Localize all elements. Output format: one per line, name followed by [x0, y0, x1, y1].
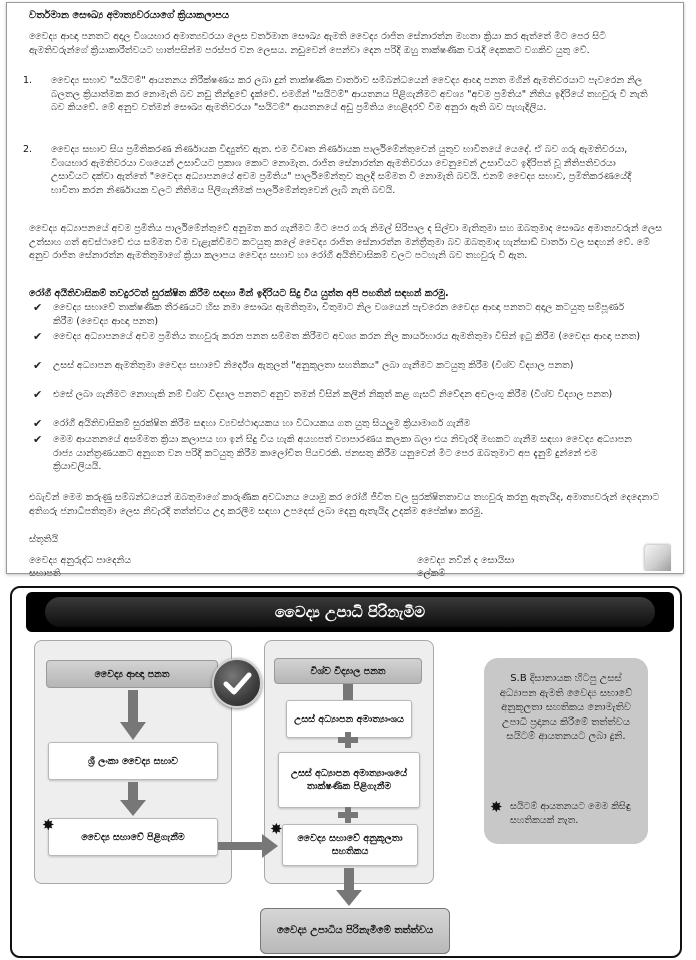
signatory-role: සභාපති [29, 567, 61, 579]
thanks-text: ස්තූතියි [29, 534, 59, 545]
signature-right [417, 555, 514, 581]
info-text: S.B දිසානායක හිටපු උසස් අධ්‍යාපන ඇමති වෛද්‍ය සභාවේ අනුකූලතා සහතිකය නොමැතිව උපාධි ප්‍රදානය කිරීමේ තත්ත්වය සයිටම් ආයතනයට ලබා දුනි. [499, 673, 633, 742]
checkmark-icon: ✔ [33, 301, 43, 314]
signature-left [29, 555, 131, 581]
ministry-technical-recognition-box: උසස් අධ්‍යාපන අමාත්‍යාංශයේ තාක්ෂණික පිළිගැනීම [278, 752, 420, 808]
section-heading: රෝගී අයිතිවාසිකම් තවදුරටත් සුරක්ෂිත කිරීම සඳහා මින් ඉදිරියට සිදු විය යුත්ත අපි පහතින් සඳහන් කරමු. [29, 288, 449, 299]
signatory-role: ලේකම් [417, 567, 446, 579]
paragraph-2: වෛද්‍ය අධ්‍යාපනයේ අවම ප්‍රමිතිය පාර්ලිමේන්තුවේ අනුමත කර ගැනීමට මීට පෙර ගරු නිමල් සිරිපාල ද සිල්වා මැතිතුමා සහ ඔබතුමාද සෞඛ්‍ය අමාත්‍යවරුන් ලෙස උත්සාහ ගත් අවස්ථාවේ එය සම්මත වීම වැළැක්වීමට කටයුතු කලේ වෛද්‍ය රාජිත සේනාරත්න මන්ත්‍රීතුමා බව ඔබතුමාද හැන්සාඩ් වාර්තා වල සඳහන් වේ. මේ අනුව රාජිත සේනාරත්න ඇමතිතුමාගේ ක්‍රියා කලාපය වෛද්‍ය සභාව හා රෝගී අයිතිවාසිකම් වලට පටහැනි බව තහවුරු වී ඇත. [29, 223, 663, 262]
check-text: වෛද්‍ය අධ්‍යාපනයේ අවම ප්‍රමිතිය තහවුරු කරන පනත සම්මත කිරීමට අවශ්‍ය කරන නිල කාර්යභාරය ඇමතිතුමා විසින් ඉටු කිරීම (වෛද්‍ය ආඥා පනත) [53, 331, 641, 342]
medical-ordinance-header: වෛද්‍ය ආඥා පනත [46, 660, 218, 688]
item-number: 2. [23, 144, 33, 155]
slmc-box: ශ්‍රී ලංකා වෛද්‍ය සභාව [48, 742, 218, 780]
check-item [33, 417, 647, 431]
check-item [33, 359, 647, 373]
check-item [33, 433, 647, 474]
item-text: වෛද්‍ය සභාව සිය ප්‍රමිතිකරණ නිර්ණායක විද්‍යුත්ව ඇත. එම විවෘත නිර්ණායක පාර්ලිමේන්තුවෙන් යුතුව භාවිතයේ යෙදේ. ඒ බව ගරු ඇමතිවරයා, විශයභාර ඇමතිවරයා වශයෙන් උසාවියට ප්‍රකාශ කොට නොමැත. රාජිත සේනාරත්න ඇමතිවරයා වෙනුවෙන් උසාවියට ඉදිරිපත් වූ නීතිපතිවරයා උසාවියට දක්වා ඇත්තේ "වෛද්‍ය අධ්‍යාපනයේ අවම ප්‍රමිතිය" පාර්ලිමේන්තුව තුලදි සම්මත වී නොමැති බවයි. එනම් වෛද්‍ය සභාව, ප්‍රමිතිකරණයේදී භාවිතා කරන නිර්ණායක වලට නීතිමය පිලිගැනීමක් පාර්ලිමේන්තුවෙන් ලැබී නැති බවයි. [51, 144, 632, 196]
check-text: වෛද්‍ය සභාවේ තාක්ෂණික තීරණයට හිස නමා සෞඛ්‍ය ඇමතිතුමා, චිතුමාට නිල වශයෙන් පැවරෙන වෛද්‍ය ආඥා පනතට අදාල කටයුතු සම්පූර්ණ කිරීම (වෛද්‍ය ආඥා පනත) [53, 302, 625, 327]
degree-flowchart-panel [10, 586, 682, 958]
closing-paragraph: එබැවින් මෙම කරුණු සම්බන්ධයෙන් ඔබතුමාගේ කාරුණික අවධානය යොමු කර රෝගී ජීවිත වල සුරක්ෂිතතාවය තහවුරු කරනු ඇතැයිද, අමාත්‍යවරුන් දෙදෙනාට අතිගරු ජනාධිපතිතුමා ලෙස නිවැරදි තත්ත්වය උදා කරලීම සඳහා උපදෙස් ලබා දෙනු ඇතැයිද උදක්ම අපේක්ෂා කරමු. [29, 492, 660, 517]
arrow-down-left-2 [120, 782, 146, 816]
slmc-recognition-box: වෛද්‍ය සභාවේ පිළිගැනීම [48, 818, 218, 856]
check-item [33, 330, 647, 344]
slmc-compliance-certificate-box: වෛද්‍ය සභාවේ අනුකූලතා සහතිකය [282, 824, 418, 866]
connector-right-1 [343, 684, 353, 700]
arrow-to-final [336, 868, 362, 906]
item-text: වෛද්‍ය සභාව "සයිටම්" ආයතනය නිරීක්ෂණය කර ලබා දුන් තාක්ෂණික වාර්තාව සම්බන්ධයෙන් වෛද්‍ය ආඥා පනත මගින් ඇමතිවරයාට පැවරෙන නිල බලතල ක්‍රියාත්මක කර නොමැති බව නඩු තීන්දුවේ දැක්වේ. එමගින් "සයිටම්" ආයතනය පිළිගැනීමට අවශ්‍ය "අවම ප්‍රමිතිය" නීතිය ඉදිරියේ තහවුරු වී නැති බව කියවේ. මේ අනුව වත්මන් සෞඛ්‍ය ඇමතිවරයා "සයිටම්" ආයතනයේ අඩු ප්‍රමිතිය හෙළිදරව් වීම අනුරා ඇති බව පැහැදිලිය. [51, 75, 648, 114]
check-text: එසේ ලබා ගැනීමට නොහැකි නම් විශ්ව විද්‍යාල පනතට අනුව තමන් විසින් කලින් නිකුත් කළ ගැසට් නිවේදන අවලංගු කිරීම (විශ්ව විද්‍යාල පනත) [53, 389, 613, 400]
letter-document [6, 2, 684, 579]
checkmark-icon: ✔ [33, 359, 43, 372]
intro-paragraph: වෛද්‍ය ආඥා පනතට අදාල විශයභාර අමාත්‍යවරයා ලෙස වර්තමාන සෞඛ්‍ය ඇමති වෛද්‍ය රාජිත සේනාරත්න මහතා ක්‍රියා කර ඇත්තේ මීට පෙර සිටි ඇමතිවරුන්ගේ ක්‍රියාකාරීත්වයට හාත්පසින්ම පරස්පර වන ලෙසය. නඩුවෙන් පෙන්වා දෙන පරිදි ඔහු තාක්ෂණික වරැදි දෙකකට වගකිව යුතු වේ. [29, 31, 606, 56]
checkmark-icon: ✔ [33, 388, 43, 401]
degree-award-status-box: වෛද්‍ය උපාධිය පිරිනැමීමේ තත්ත්වය [260, 908, 450, 954]
check-item [33, 301, 647, 328]
arrow-down-left-1 [120, 690, 146, 740]
checkmark-icon: ✔ [33, 433, 43, 446]
check-item [33, 388, 647, 402]
higher-education-ministry-box: උසස් අධ්‍යාපන අමාත්‍යාංශය [286, 700, 412, 738]
check-text: උසස් අධ්‍යාපන ඇමතිතුමා වෛද්‍ය සභාවේ නිර්දේශ ඇතුලත් "අනුකූලතා සහතිකය" ලබා ගැනීමට කටයුතු කිරීම (විශ්ව විද්‍යාල පනත) [53, 360, 574, 371]
signatory-name: වෛද්‍ය නවීන් ද සොයිසා [417, 555, 515, 566]
numbered-item-2 [23, 143, 651, 197]
checkmark-icon: ✔ [33, 417, 43, 430]
plus-connector-2 [338, 807, 358, 823]
numbered-item-1 [23, 74, 651, 115]
checkmark-icon: ✔ [33, 330, 43, 343]
info-callout [484, 658, 648, 844]
item-number: 1. [23, 75, 33, 86]
arrow-left-to-right [218, 834, 278, 858]
burst-icon: ✸ [270, 820, 283, 838]
university-act-header: විශ්ව විද්‍යාල පනත [274, 658, 422, 684]
signatory-name: වෛද්‍ය අනුරුද්ධ පාදෙනිය [29, 555, 132, 566]
burst-icon: ✸ [490, 798, 503, 816]
check-text: මෙම ආයතනයේ අසම්මත ක්‍රියා කලාපය හා ඉන් සිදු විය හැකි අයහපත් ව්‍යාපාරණය කලකා බලා එය නිවැරදි මඟකට ගැනීම සඳහා වෛද්‍ය අධ්‍යාපන රාජ්‍ය යාන්ත්‍රණයකට අනුගත වන පරිදි කටයුතු කිරීම කාලෝචිත පියවරකි. ජනසතු කිරීම යනුවෙන් මීට පෙර ඔබතුමාට අප දැනුම් දුන්නේ එම ක්‍රියාවලියයි. [53, 434, 632, 473]
page-curl [645, 545, 671, 571]
document-title: වර්තමාන සෞඛ්‍ය අමාත්‍යවරයාගේ ක්‍රියාකලාපය [29, 10, 230, 21]
plus-connector-1 [338, 732, 358, 748]
banner-title: වෛද්‍ය උපාධි පිරිනැමීම [45, 597, 655, 627]
check-text: රෝගී අයිතිවාසිකම් සුරක්ෂිත කිරීම සඳහා ව්‍යවස්ථාදායකය හා විධායකය ගත යුතු සියලුම ක්‍රියාමාර්ග ගැනීම [53, 418, 471, 429]
info-note: සයිටම් ආයතනයට මෙම කිසිඳු සහතිකයක් නැත. [510, 801, 631, 826]
burst-icon: ✸ [42, 816, 55, 834]
